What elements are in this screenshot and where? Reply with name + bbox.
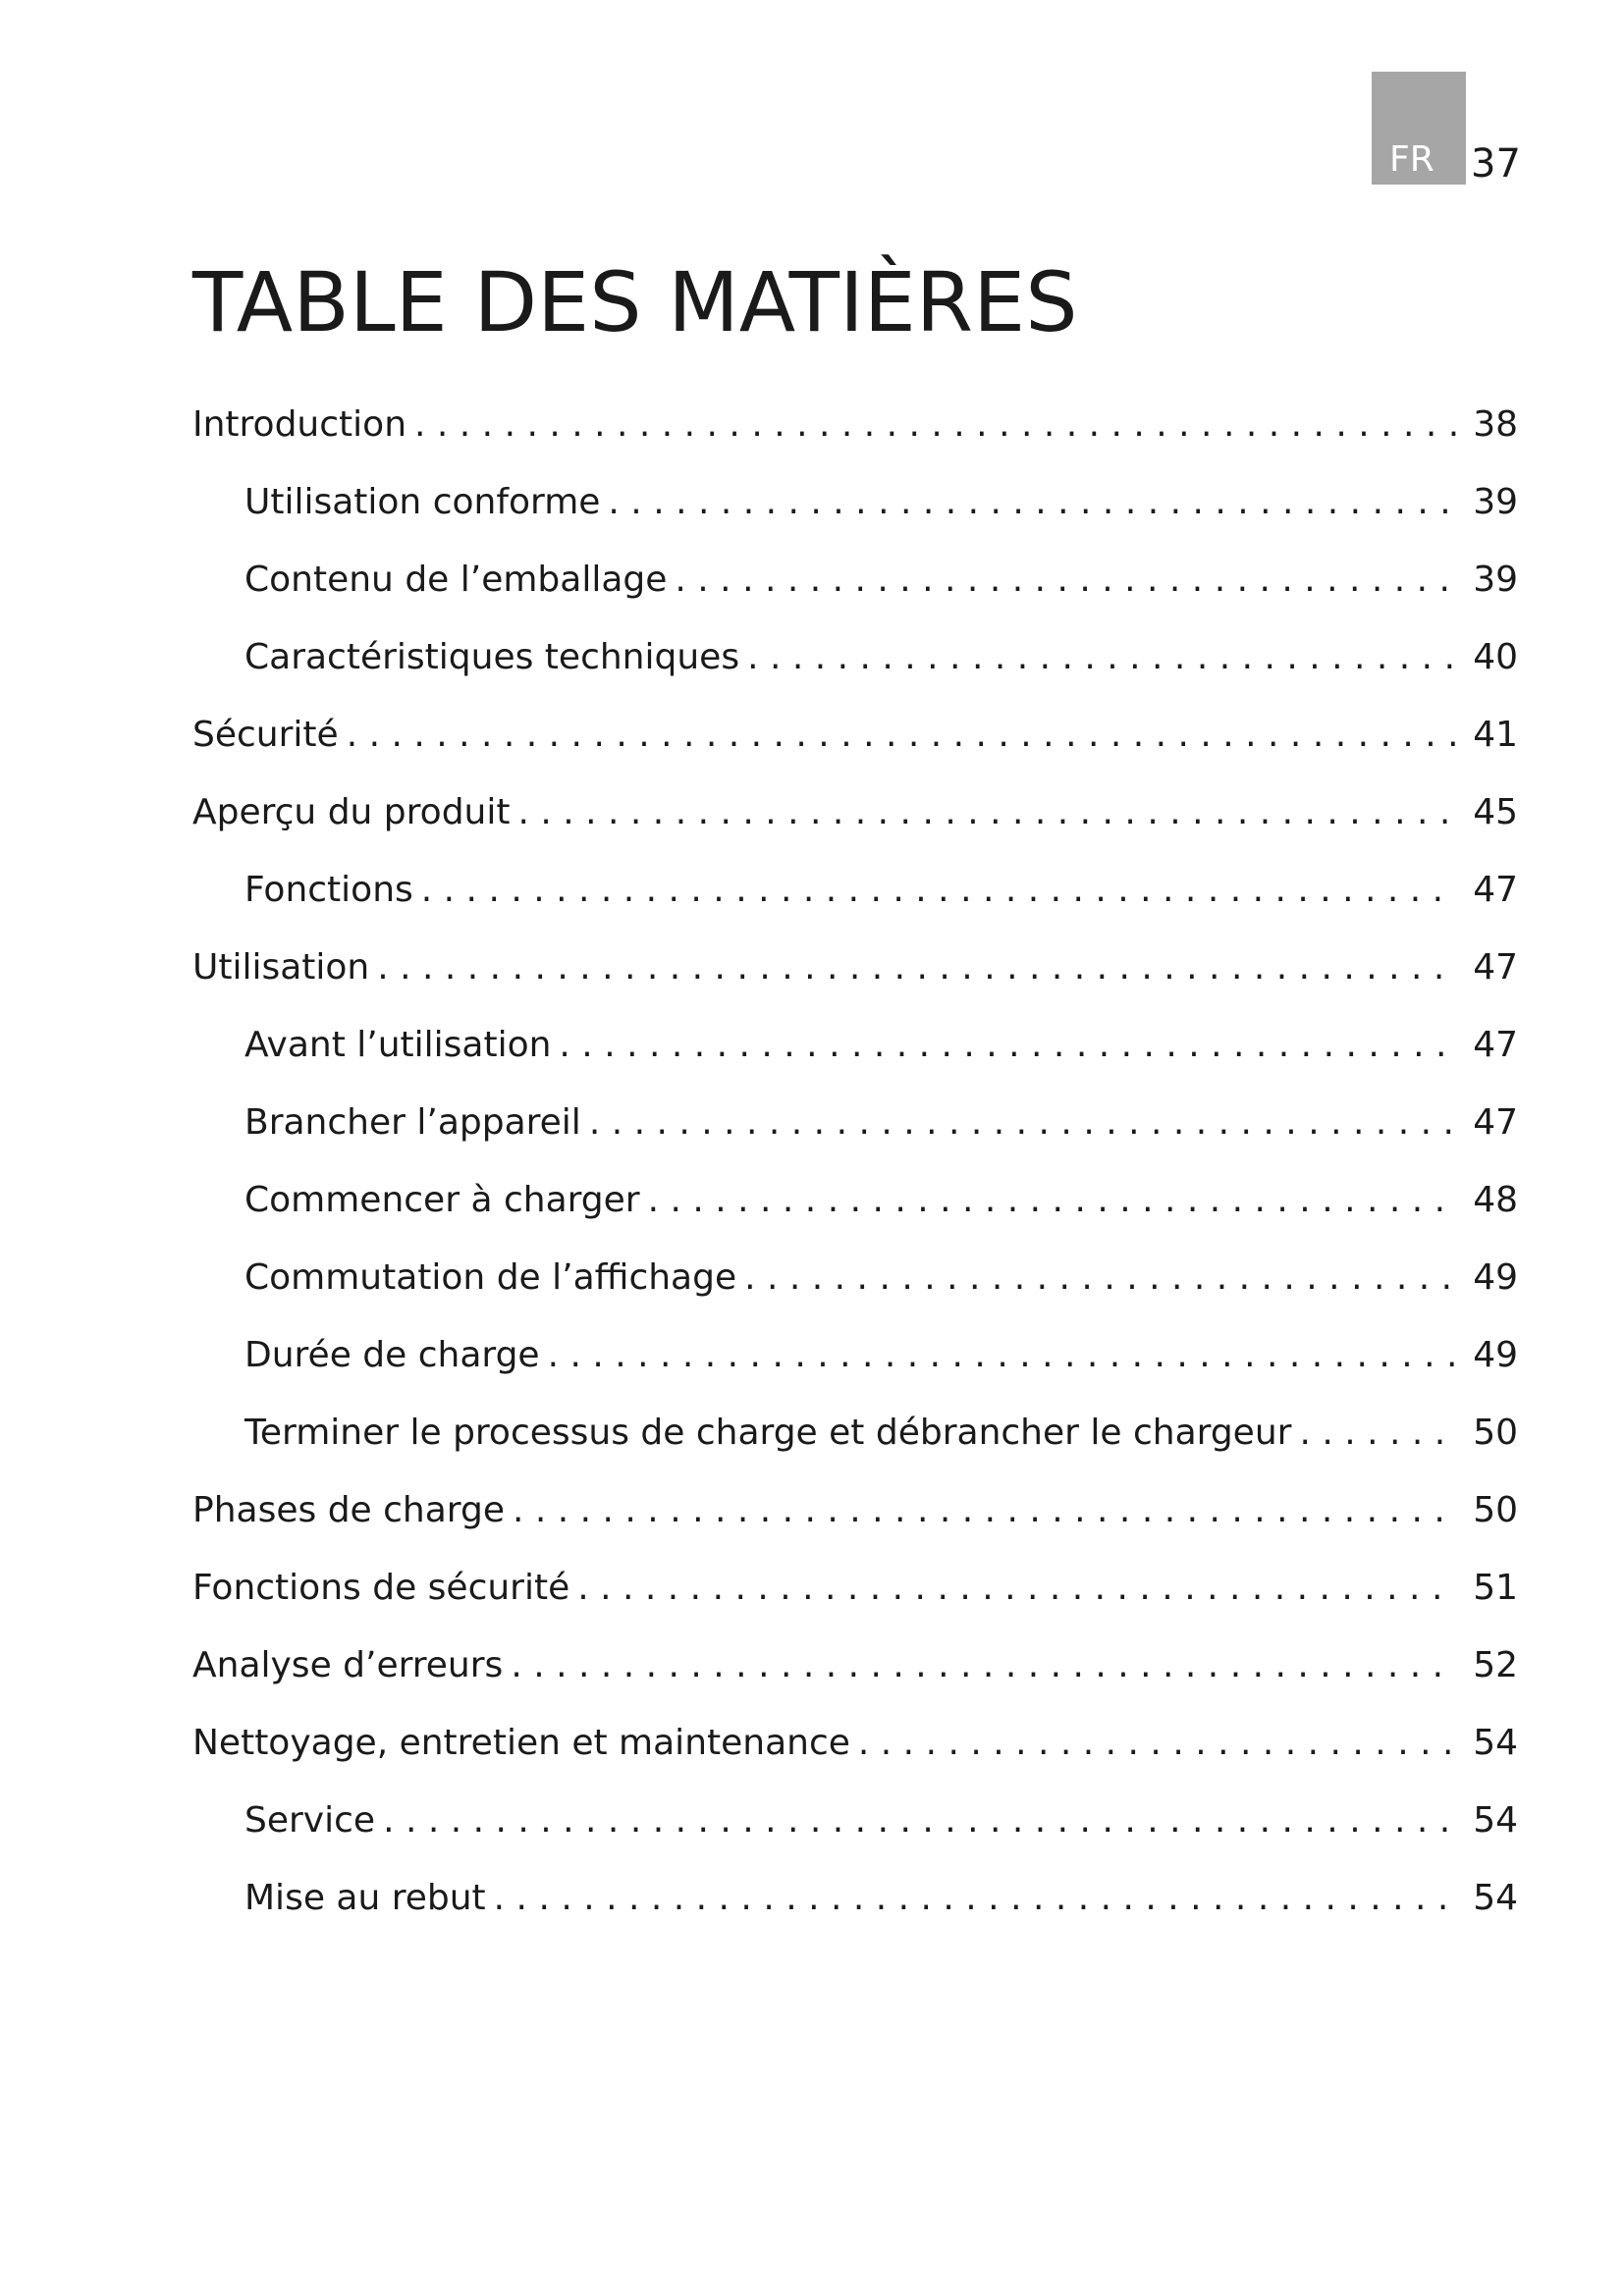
toc-entry-page: 50 [1473, 1413, 1518, 1453]
language-label: FR [1389, 139, 1435, 180]
toc-entry[interactable] [192, 865, 1518, 942]
toc-entry[interactable] [192, 1175, 1518, 1253]
toc-entry-page: 50 [1473, 1490, 1518, 1530]
toc-entry[interactable] [192, 1485, 1518, 1563]
toc-entry-label: Introduction [192, 404, 407, 445]
toc-entry[interactable] [192, 632, 1518, 710]
toc-entry-page: 47 [1473, 1102, 1518, 1143]
toc-entry[interactable] [192, 1020, 1518, 1097]
toc-entry-label: Aperçu du produit [192, 792, 511, 832]
toc-dot-leader [548, 1330, 1457, 1381]
toc-entry[interactable] [192, 477, 1518, 555]
toc-entry[interactable] [192, 1097, 1518, 1175]
toc-dot-leader [421, 865, 1457, 916]
toc-entry-page: 52 [1473, 1645, 1518, 1685]
toc-entry[interactable] [192, 1253, 1518, 1330]
toc-dot-leader [494, 1873, 1457, 1924]
toc-entry-page: 54 [1473, 1723, 1518, 1763]
toc-entry[interactable] [192, 1330, 1518, 1408]
toc-entry-label: Phases de charge [192, 1490, 505, 1530]
toc-entry[interactable] [192, 400, 1518, 477]
toc-dot-leader [858, 1718, 1457, 1769]
toc-entry-label: Durée de charge [244, 1335, 540, 1375]
toc-entry[interactable] [192, 942, 1518, 1020]
toc-entry-page: 54 [1473, 1800, 1518, 1841]
toc-entry[interactable] [192, 1640, 1518, 1718]
toc-entry-label: Mise au rebut [244, 1878, 486, 1918]
toc-entry-page: 47 [1473, 870, 1518, 910]
toc-dot-leader [648, 1175, 1457, 1226]
toc-entry-page: 41 [1473, 715, 1518, 755]
toc-entry-page: 51 [1473, 1568, 1518, 1608]
toc-dot-leader [747, 632, 1457, 683]
toc-dot-leader [513, 1485, 1457, 1536]
toc-entry-label: Utilisation conforme [244, 482, 601, 522]
toc-dot-leader [675, 555, 1457, 606]
toc-entry[interactable] [192, 1718, 1518, 1795]
toc-entry-page: 39 [1473, 482, 1518, 522]
toc-entry-label: Analyse d’erreurs [192, 1645, 504, 1685]
toc-entry-page: 47 [1473, 947, 1518, 988]
toc-entry-page: 49 [1473, 1257, 1518, 1298]
toc-entry-page: 47 [1473, 1025, 1518, 1065]
toc-entry-label: Caractéristiques techniques [244, 637, 740, 677]
toc-entry-label: Utilisation [192, 947, 370, 988]
toc-entry[interactable] [192, 1873, 1518, 1950]
toc-dot-leader [589, 1097, 1457, 1148]
toc-dot-leader [414, 400, 1457, 451]
toc-dot-leader [744, 1253, 1457, 1304]
toc-entry-page: 38 [1473, 404, 1518, 445]
page-title: TABLE DES MATIÈRES [192, 254, 1078, 350]
toc-entry-label: Brancher l’appareil [244, 1102, 581, 1143]
toc-entry-page: 40 [1473, 637, 1518, 677]
toc-entry-label: Avant l’utilisation [244, 1025, 552, 1065]
toc-entry-label: Sécurité [192, 715, 339, 755]
toc-entry-label: Commencer à charger [244, 1180, 640, 1220]
toc-entry-page: 54 [1473, 1878, 1518, 1918]
toc-entry-label: Fonctions [244, 870, 413, 910]
toc-entry-label: Contenu de l’emballage [244, 560, 668, 600]
toc-entry-label: Service [244, 1800, 376, 1841]
toc-entry[interactable] [192, 710, 1518, 787]
toc-entry-label: Nettoyage, entretien et maintenance [192, 1723, 850, 1763]
toc-entry-label: Fonctions de sécurité [192, 1568, 570, 1608]
toc-entry-page: 39 [1473, 560, 1518, 600]
toc-entry[interactable] [192, 1563, 1518, 1640]
table-of-contents [192, 400, 1518, 1950]
toc-dot-leader [347, 710, 1457, 761]
toc-dot-leader [1299, 1408, 1457, 1459]
toc-dot-leader [517, 787, 1457, 838]
toc-dot-leader [383, 1795, 1457, 1846]
toc-dot-leader [577, 1563, 1457, 1614]
toc-dot-leader [608, 477, 1457, 528]
toc-entry[interactable] [192, 1408, 1518, 1485]
toc-dot-leader [511, 1640, 1457, 1691]
toc-entry[interactable] [192, 787, 1518, 865]
toc-entry-page: 48 [1473, 1180, 1518, 1220]
toc-dot-leader [377, 942, 1457, 993]
toc-entry-label: Commutation de l’affichage [244, 1257, 737, 1298]
toc-entry-label: Terminer le processus de charge et débrancher le chargeur [244, 1413, 1292, 1453]
page-number: 37 [1471, 141, 1521, 187]
toc-entry[interactable] [192, 555, 1518, 632]
toc-entry-page: 49 [1473, 1335, 1518, 1375]
toc-dot-leader [559, 1020, 1457, 1071]
toc-entry[interactable] [192, 1795, 1518, 1873]
toc-entry-page: 45 [1473, 792, 1518, 832]
